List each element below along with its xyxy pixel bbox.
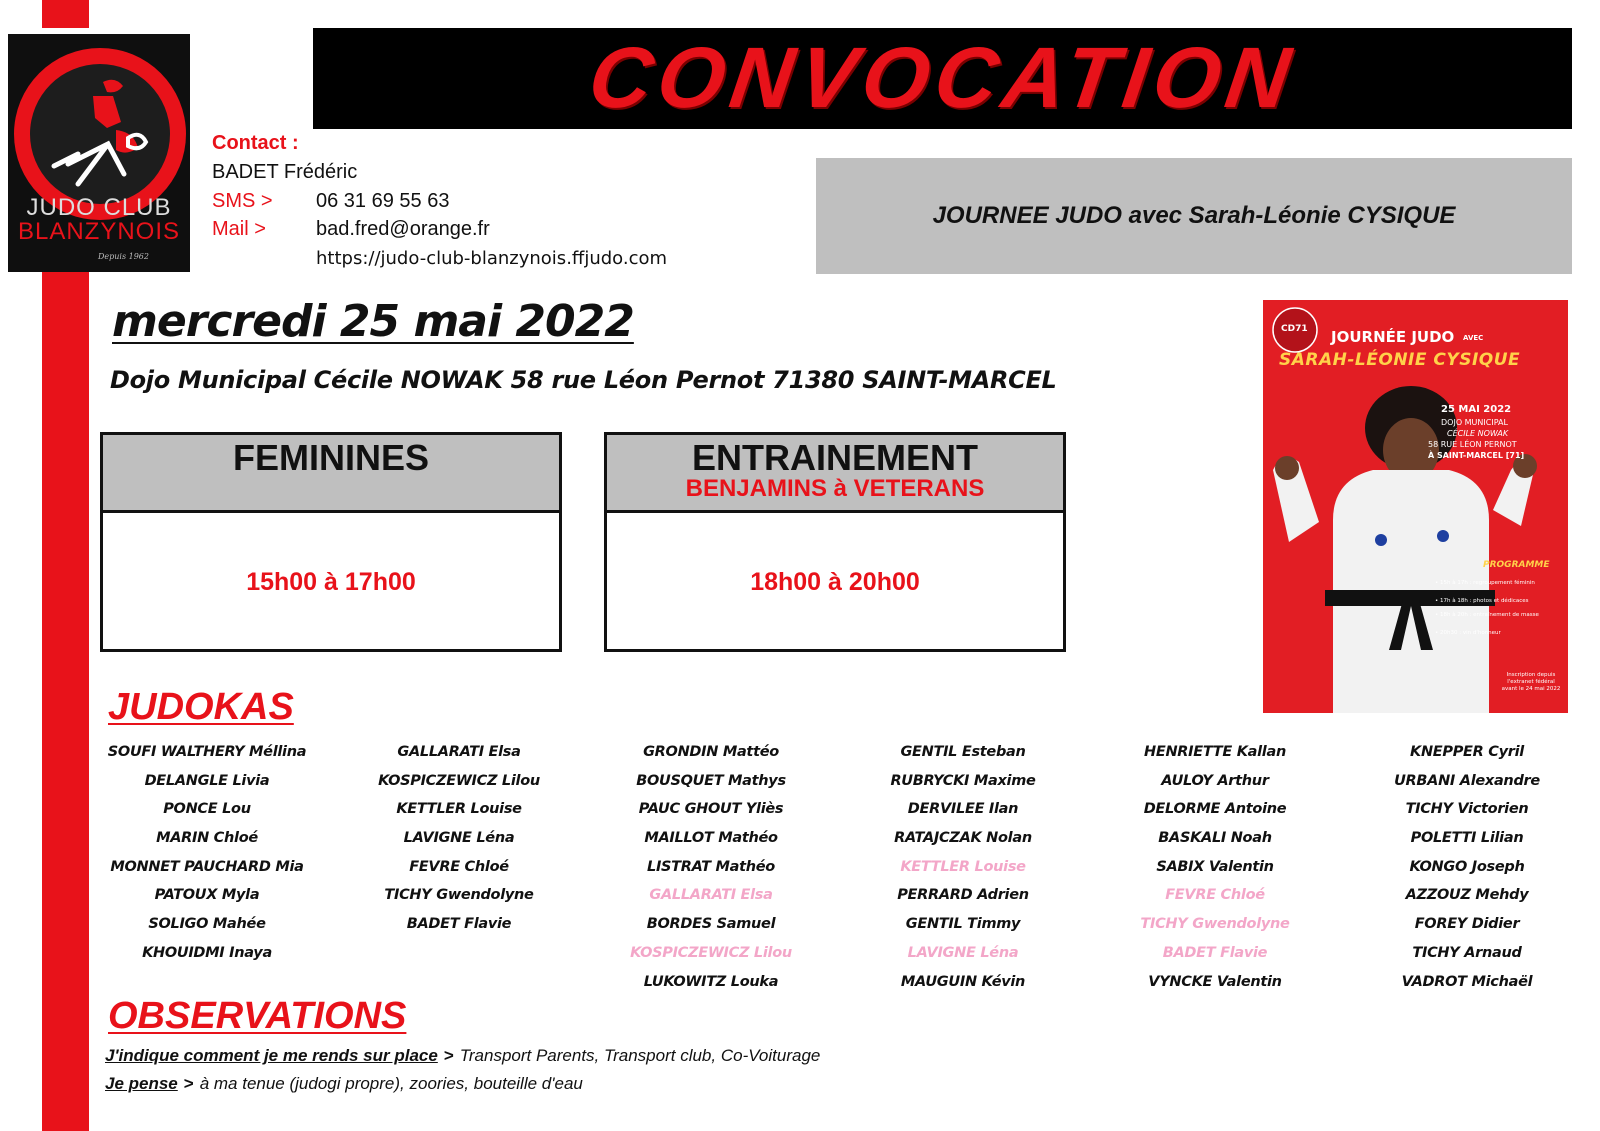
session-subtitle: BENJAMINS à VETERANS	[685, 475, 985, 502]
observation-line-1	[105, 1046, 820, 1066]
contact-name: BADET Frédéric	[212, 161, 358, 183]
judoka-name: BORDES Samuel	[646, 916, 776, 933]
session-header	[103, 435, 559, 513]
logo-line2: BLANZYNOIS	[17, 218, 181, 245]
poster-headline-small: AVEC	[1463, 334, 1484, 342]
session-header	[607, 435, 1063, 513]
judoka-name: PAUC GHOUT Yliès	[638, 801, 784, 818]
poster-p2: • 17h à 18h : photos et dédicaces	[1435, 598, 1529, 604]
logo-line1: JUDO CLUB	[26, 194, 172, 221]
judoka-name: TICHY Victorien	[1405, 801, 1529, 818]
mail-address[interactable]: bad.fred@orange.fr	[316, 218, 490, 240]
judokas-column-1	[87, 738, 327, 968]
judoka-name: AULOY Arthur	[1161, 772, 1269, 789]
poster-headline: JOURNÉE JUDO	[1331, 328, 1455, 346]
judoka-name: GENTIL Timmy	[905, 916, 1021, 933]
judoka-name: GALLARATI Elsa	[649, 887, 773, 904]
judoka-name: GRONDIN Mattéo	[643, 744, 779, 760]
observation-line-2	[105, 1074, 583, 1094]
judokas-column-6	[1347, 738, 1587, 996]
judokas-column-4	[843, 738, 1083, 996]
judoka-name: TICHY Gwendolyne	[1140, 916, 1290, 933]
judoka-name: TICHY Gwendolyne	[384, 887, 534, 904]
judokas-column-3	[591, 738, 831, 996]
event-date: mercredi 25 mai 2022	[112, 296, 634, 347]
judoka-name: SABIX Valentin	[1156, 858, 1274, 875]
event-title: JOURNEE JUDO avec Sarah-Léonie CYSIQUE	[932, 202, 1456, 229]
judoka-name: FEVRE Chloé	[1165, 887, 1265, 904]
judoka-name: URBANI Alexandre	[1394, 772, 1540, 789]
judokas-title: JUDOKAS	[108, 686, 294, 728]
judoka-name: GENTIL Esteban	[900, 744, 1026, 760]
event-place: Dojo Municipal Cécile NOWAK 58 rue Léon Pernot 71380 SAINT-MARCEL	[110, 366, 1057, 394]
judoka-name: SOLIGO Mahée	[148, 916, 266, 933]
judoka-name: KONGO Joseph	[1409, 858, 1525, 875]
judoka-name: AZZOUZ Mehdy	[1405, 887, 1529, 904]
judoka-name: PATOUX Myla	[154, 887, 260, 904]
judoka-name: MAILLOT Mathéo	[644, 830, 778, 847]
judoka-name: DELANGLE Livia	[144, 772, 270, 789]
poster-p1: • 15h à 17h : regroupement féminin	[1435, 580, 1535, 586]
judoka-name: RUBRYCKI Maxime	[890, 772, 1036, 789]
club-logo	[8, 34, 190, 272]
judoka-name: KETTLER Louise	[900, 858, 1026, 875]
judoka-name: RATAJCZAK Nolan	[894, 830, 1032, 847]
contact-heading: Contact :	[212, 132, 299, 154]
event-box	[816, 158, 1572, 274]
session-entrainement	[604, 432, 1066, 652]
judoka-name: POLETTI Lilian	[1410, 830, 1524, 847]
observation-value: Transport Parents, Transport club, Co-Voiturage	[459, 1046, 821, 1065]
judoka-name: LAVIGNE Léna	[403, 830, 515, 847]
sms-label: SMS >	[212, 190, 273, 212]
judoka-name: FEVRE Chloé	[409, 858, 509, 875]
judoka-name: BOUSQUET Mathys	[636, 772, 786, 789]
observation-key: J'indique comment je me rends sur place	[105, 1046, 438, 1065]
judoka-name: FOREY Didier	[1414, 916, 1520, 933]
judoka-name: HENRIETTE Kallan	[1144, 744, 1286, 760]
observations-title: OBSERVATIONS	[108, 995, 407, 1037]
observation-arrow: >	[183, 1074, 194, 1093]
judoka-name: KOSPICZEWICZ Lilou	[378, 772, 540, 789]
judoka-name: VYNCKE Valentin	[1148, 973, 1282, 990]
judoka-name: KETTLER Louise	[396, 801, 522, 818]
judoka-name: SOUFI WALTHERY Méllina	[107, 744, 307, 760]
observation-arrow: >	[443, 1046, 454, 1065]
session-time: 15h00 à 17h00	[246, 568, 416, 596]
poster-venue4: À SAINT-MARCEL [71]	[1428, 451, 1525, 460]
judoka-name: KNEPPER Cyril	[1410, 744, 1524, 760]
website-link[interactable]: https://judo-club-blanzynois.ffjudo.com	[316, 248, 668, 269]
poster-venue1: DOJO MUNICIPAL	[1441, 418, 1508, 427]
judoka-name: KOSPICZEWICZ Lilou	[630, 944, 792, 961]
session-time: 18h00 à 20h00	[750, 568, 920, 596]
judoka-name: PONCE Lou	[163, 801, 251, 818]
judoka-name: KHOUIDMI Inaya	[142, 944, 272, 961]
poster-p3: • 18h à 20h : entraînement de masse	[1435, 612, 1539, 618]
session-feminines	[100, 432, 562, 652]
banner-title: CONVOCATION	[583, 30, 1302, 126]
poster-footer: Inscription depuis l'extranet fédéral avant le 24 mai 2022	[1501, 672, 1561, 692]
judoka-name: DERVILEE Ilan	[907, 801, 1019, 818]
judokas-column-2	[339, 738, 579, 939]
poster-date: 25 MAI 2022	[1441, 404, 1512, 415]
poster-name: SARAH-LÉONIE CYSIQUE	[1279, 350, 1521, 370]
observation-value: à ma tenue (judogi propre), zoories, bouteille d'eau	[199, 1074, 583, 1093]
judoka-name: MARIN Chloé	[156, 830, 258, 847]
poster-programme: PROGRAMME	[1483, 560, 1550, 570]
event-poster	[1263, 300, 1568, 713]
judoka-name: TICHY Arnaud	[1412, 944, 1522, 961]
judoka-name: LAVIGNE Léna	[907, 944, 1019, 961]
judoka-name: DELORME Antoine	[1143, 801, 1287, 818]
judoka-name: MONNET PAUCHARD Mia	[110, 858, 304, 875]
session-title: ENTRAINEMENT	[692, 437, 978, 478]
poster-p4: • 20h30 : vin d'honneur	[1435, 630, 1501, 636]
convocation-banner	[313, 28, 1572, 129]
judoka-name: LISTRAT Mathéo	[647, 858, 775, 875]
poster-venue3: 58 RUE LÉON PERNOT	[1428, 440, 1517, 449]
judoka-name: GALLARATI Elsa	[397, 744, 521, 760]
poster-badge: CD71	[1281, 324, 1308, 334]
judoka-name: LUKOWITZ Louka	[643, 973, 779, 990]
logo-since: Depuis 1962	[98, 252, 149, 261]
observation-key: Je pense	[105, 1074, 178, 1093]
judoka-name: VADROT Michaël	[1401, 973, 1533, 990]
judokas-column-5	[1095, 738, 1335, 996]
session-title: FEMININES	[232, 437, 429, 478]
mail-label: Mail >	[212, 218, 266, 240]
sms-number[interactable]: 06 31 69 55 63	[316, 190, 450, 212]
judoka-name: MAUGUIN Kévin	[900, 973, 1026, 990]
judoka-name: BASKALI Noah	[1158, 830, 1272, 847]
poster-venue2: CÉCILE NOWAK	[1447, 429, 1509, 438]
judoka-name: BADET Flavie	[406, 916, 512, 933]
judoka-name: PERRARD Adrien	[897, 887, 1029, 904]
judoka-name: BADET Flavie	[1162, 944, 1268, 961]
